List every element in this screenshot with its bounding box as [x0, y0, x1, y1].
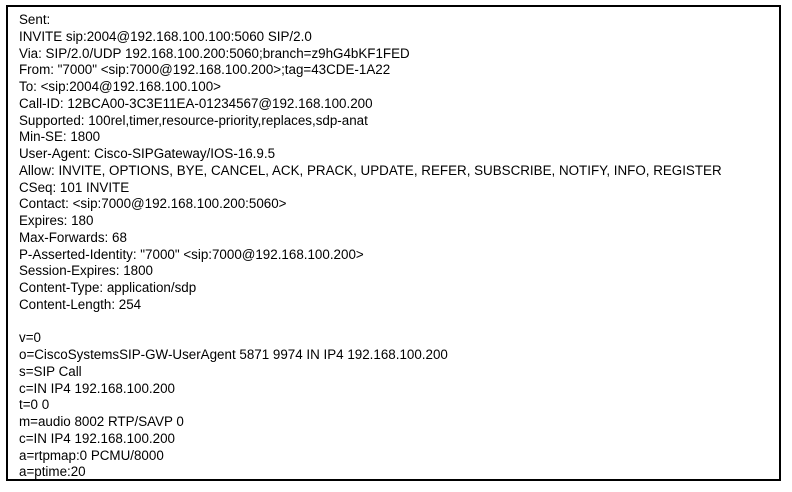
message-line-sent: Sent:	[19, 12, 51, 27]
message-line-via: Via: SIP/2.0/UDP 192.168.100.200:5060;branch=z9hG4bKF1FED	[19, 45, 410, 61]
message-line-blank	[19, 314, 722, 331]
sdp-line-session-name: s=SIP Call	[19, 363, 82, 379]
sdp-line-timing: t=0 0	[19, 397, 50, 413]
message-line-max-forwards: Max-Forwards: 68	[19, 229, 127, 245]
sip-message-box	[6, 5, 781, 481]
message-line-session-expires: Session-Expires: 1800	[19, 263, 153, 279]
sdp-line-media-connection: c=IN IP4 192.168.100.200	[19, 430, 175, 446]
sdp-line-version: v=0	[19, 330, 41, 346]
message-line-content-length: Content-Length: 254	[19, 296, 142, 312]
sdp-line-media: m=audio 8002 RTP/SAVP 0	[19, 414, 184, 429]
message-line-request-line: INVITE sip:2004@192.168.100.100:5060 SIP/2.0	[19, 28, 312, 44]
message-line-user-agent: User-Agent: Cisco-SIPGateway/IOS-16.9.5	[19, 146, 276, 161]
message-line-cseq: CSeq: 101 INVITE	[19, 179, 130, 195]
message-line-call-id: Call-ID: 12BCA00-3C3E11EA-01234567@192.168.100.200	[19, 95, 373, 111]
sdp-line-origin: o=CiscoSystemsSIP-GW-UserAgent 5871 9974 IN IP4 192.168.100.200	[19, 347, 448, 362]
message-line-min-se: Min-SE: 1800	[19, 129, 101, 145]
sdp-line-ptime: a=ptime:20	[19, 464, 86, 480]
message-line-contact: Contact: <sip:7000@192.168.100.200:5060>	[19, 196, 287, 212]
message-line-to: To: <sip:2004@192.168.100.100>	[19, 79, 221, 94]
message-line-supported: Supported: 100rel,timer,resource-priority,replaces,sdp-anat	[19, 112, 368, 128]
sdp-line-connection: c=IN IP4 192.168.100.200	[19, 380, 175, 396]
message-line-from: From: "7000" <sip:7000@192.168.100.200>;tag=43CDE-1A22	[19, 62, 391, 78]
sdp-line-rtpmap: a=rtpmap:0 PCMU/8000	[19, 447, 164, 463]
sip-message-lines	[19, 12, 722, 481]
message-line-allow: Allow: INVITE, OPTIONS, BYE, CANCEL, ACK, PRACK, UPDATE, REFER, SUBSCRIBE, NOTIFY, INFO, REGISTER	[19, 162, 722, 178]
message-line-p-asserted-identity: P-Asserted-Identity: "7000" <sip:7000@192.168.100.200>	[19, 246, 364, 262]
message-line-content-type: Content-Type: application/sdp	[19, 280, 197, 295]
message-line-expires: Expires: 180	[19, 213, 94, 228]
